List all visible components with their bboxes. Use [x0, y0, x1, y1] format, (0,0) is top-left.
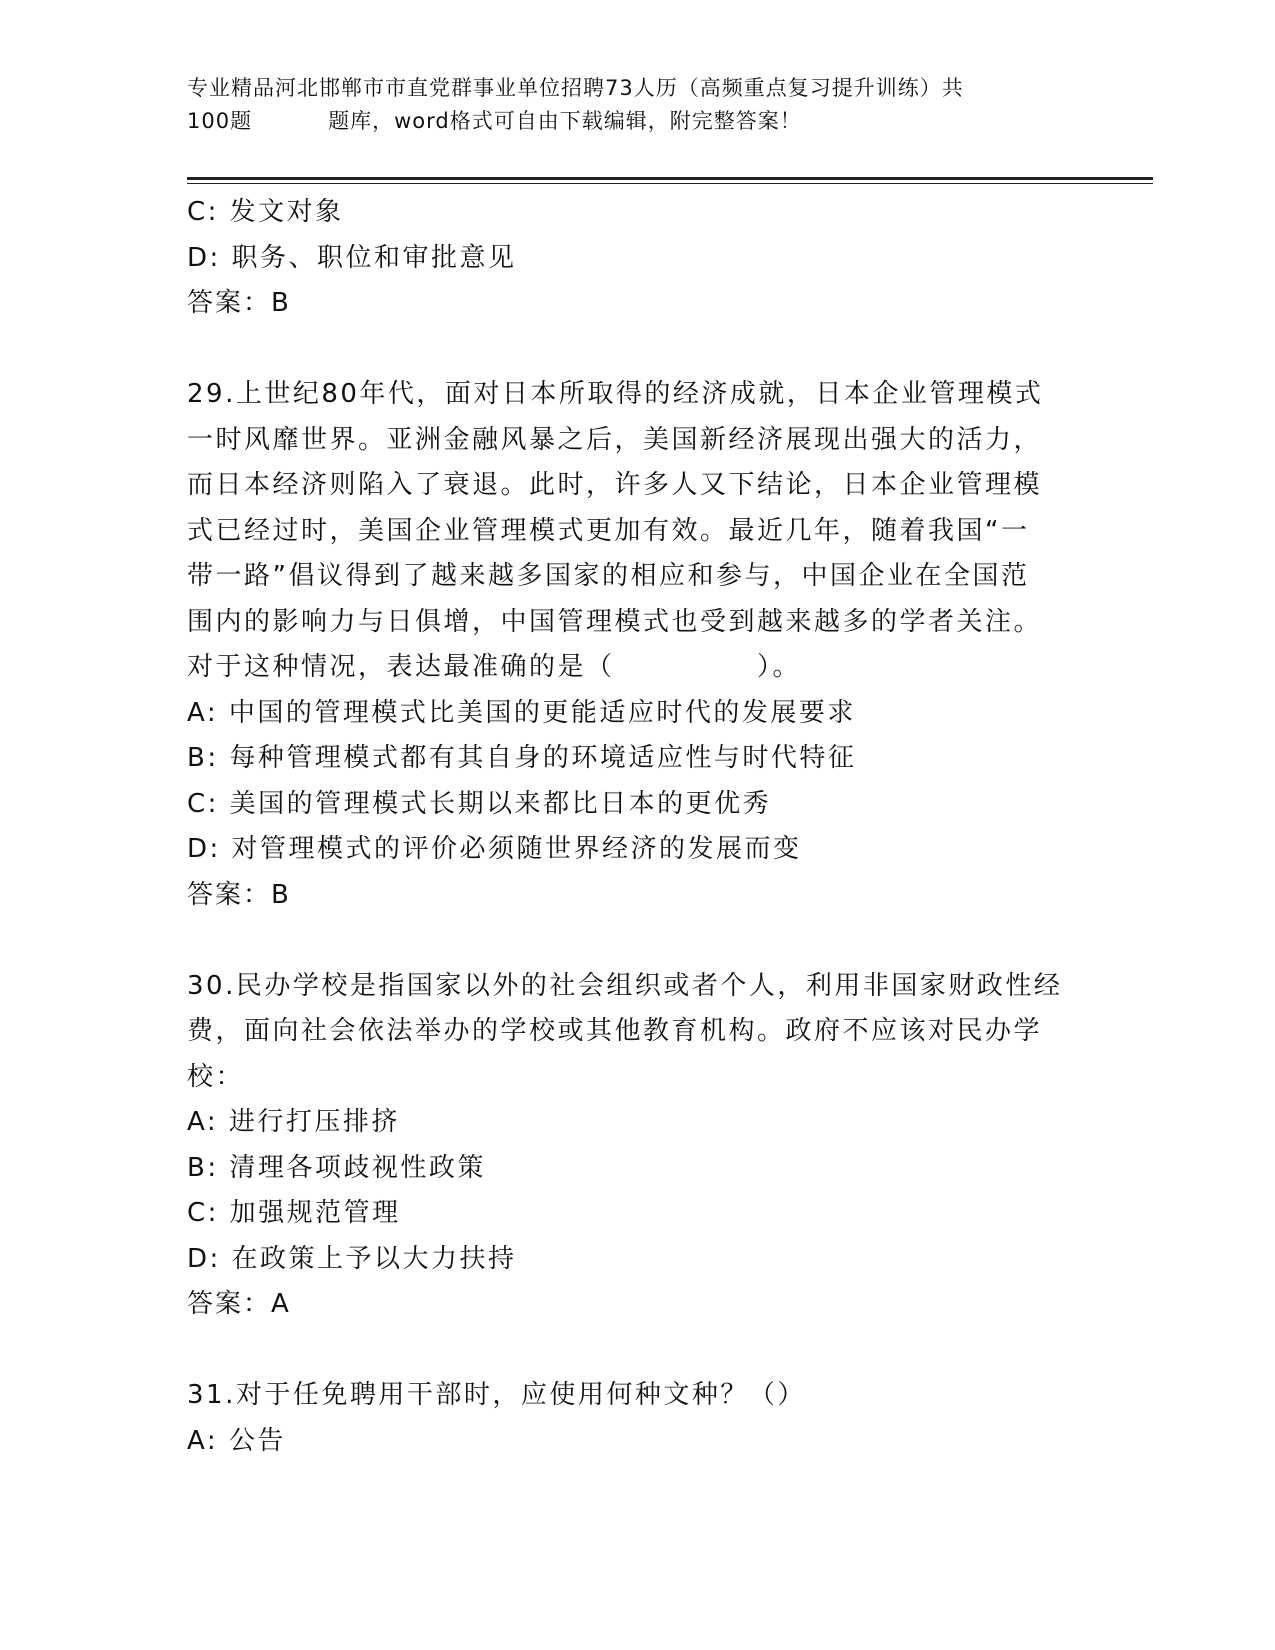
- header-rule-thick: [187, 177, 1153, 180]
- header-description: 题库，word格式可自由下载编辑，附完整答案！: [328, 109, 802, 133]
- option-a: A: 中国的管理模式比美国的更能适应时代的发展要求: [187, 697, 856, 728]
- answer-line: 答案：B: [187, 879, 291, 910]
- option-a: A: 公告: [187, 1425, 286, 1456]
- question-content: [187, 190, 1087, 1464]
- question-text-line: 29.上世纪80年代，面对日本所取得的经济成就，日本企业管理模式: [187, 379, 1044, 409]
- option-a: A: 进行打压排挤: [187, 1107, 400, 1137]
- header-question-count: 100题: [187, 109, 253, 133]
- question-text-line: 31.对于任免聘用干部时，应使用何种文种？（）: [187, 1380, 806, 1410]
- option-d: D: 职务、职位和审批意见: [187, 242, 517, 273]
- option-c: C: 加强规范管理: [187, 1198, 401, 1228]
- question-text-line: 带一路”倡议得到了越来越多国家的相应和参与，中国企业在全国范: [187, 561, 1030, 591]
- option-c: C: 美国的管理模式长期以来都比日本的更优秀: [187, 788, 772, 819]
- question-text-line: 式已经过时，美国企业管理模式更加有效。最近几年，随着我国“一: [187, 515, 1030, 546]
- page-header: [187, 72, 1087, 138]
- option-d: D: 对管理模式的评价必须随世界经济的发展而变: [187, 834, 802, 864]
- header-line-2: [187, 105, 1087, 138]
- option-b: B: 每种管理模式都有其自身的环境适应性与时代特征: [187, 743, 857, 773]
- question-text-line: 而日本经济则陷入了衰退。此时，许多人又下结论，日本企业管理模: [187, 470, 1043, 500]
- header-line-1: 专业精品河北邯郸市市直党群事业单位招聘73人历（高频重点复习提升训练）共: [187, 76, 964, 100]
- question-text-line: 对于这种情况，表达最准确的是（ ）。: [187, 652, 802, 682]
- header-rule-thin: [187, 183, 1153, 184]
- question-text-line: 校：: [187, 1061, 245, 1092]
- answer-line: 答案：A: [187, 1289, 291, 1319]
- option-b: B: 清理各项歧视性政策: [187, 1152, 486, 1183]
- question-text-line: 一时风靡世界。亚洲金融风暴之后，美国新经济展现出强大的活力，: [187, 424, 1043, 455]
- question-text-line: 围内的影响力与日俱增，中国管理模式也受到越来越多的学者关注。: [187, 606, 1043, 637]
- question-text-line: 30.民办学校是指国家以外的社会组织或者个人，利用非国家财政性经: [187, 970, 1063, 1001]
- option-c: C: 发文对象: [187, 197, 344, 227]
- question-text-line: 费，面向社会依法举办的学校或其他教育机构。政府不应该对民办学: [187, 1016, 1043, 1046]
- question-31: [187, 1373, 1087, 1464]
- answer-line: 答案：B: [187, 288, 291, 318]
- option-d: D: 在政策上予以大力扶持: [187, 1243, 517, 1274]
- question-30: [187, 964, 1087, 1328]
- question-29: [187, 372, 1087, 918]
